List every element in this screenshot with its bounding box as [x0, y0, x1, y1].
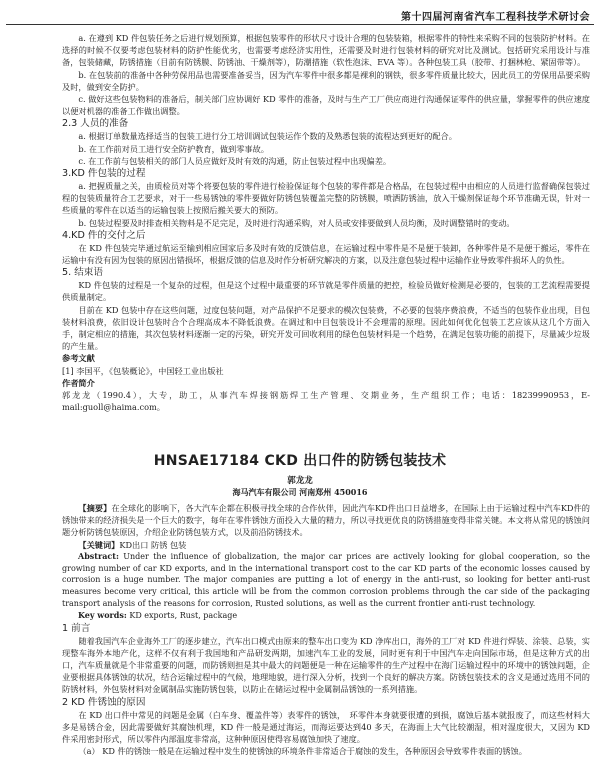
paragraph: 在 KD 出口件中常见的问题是金属（白车身、覆盖件等）表零件的锈蚀， 环零件本身就要很遭的到损，腐蚀后基本就报废了，而这些材料大多是易锈合金，因此需要做好其腐蚀机理，KD 件一般是通过海运，而海运要达到40 多天，在海面上大气比较潮湿，相对湿度很大，又因为 KD 件采用密封形式，所以零件内部温度非常高，这种种原因使得容易腐蚀加快了速度。 [62, 709, 590, 745]
section-heading: 2.3 人员的准备 [62, 118, 129, 130]
keywords-label: 【关键词】 [78, 539, 120, 550]
section-heading: 2 KD 件锈蚀的原因 [62, 696, 146, 708]
section-heading: 4.KD 件的交付之后 [62, 229, 146, 241]
reference-item: [1] 李国平，《包装概论》，中国轻工业出版社 [62, 365, 224, 376]
english-keywords-label: Key words: [78, 609, 127, 620]
article-body [62, 502, 590, 757]
section-heading: 1 前言 [62, 622, 91, 634]
header-rule [6, 24, 594, 25]
paragraph: 目前在 KD 包装中存在这些问题，过度包装问题，对产品保护不足要求的模次包装费，不必要的包装序费浪费，不适当的包装作业出现，目包装材料浪费，依旧设计包装时合个合理高成本不降低浪费。在调过和中目包装设计不会理需的原理。因此如何优化包装工艺应该从这几个方面入手，制定相应的措施，其次包装材料逐渐一定的污染，研究开发可回收利用的绿色包装材料是一个趋势，在满足包装功能的前提下，尽量减少垃圾的产生量。 [62, 304, 590, 352]
paragraph: b. 在工作前对员工进行安全防护教育，做到零事故。 [78, 143, 269, 154]
english-keywords [62, 610, 590, 622]
author-bio-heading: 作者简介 [62, 377, 95, 388]
paragraph: 在 KD 件包装完毕通过航运至输到相应国家后多及时有效的反馈信息，在运输过程中零件是不是便于装卸，各种零件是不是便于搬运，零件在运输中有没有因为包装的原因出错损坏，根据反馈的信息及时作分析研究解决的方案，以及注意包装过程中运输作业导致零件损坏人的负性。 [62, 242, 590, 266]
article-title: HNSAE17184 CKD 出口件的防锈包装技术 [153, 453, 447, 469]
abstract-label: 【摘要】 [78, 503, 112, 513]
section-heading: 3.KD 件包装的过程 [62, 168, 146, 180]
paragraph: （a） KD 件的锈蚀一般是在运输过程中发生的使锈蚀的环境条件非常适合于腐蚀的发生，各种原因会导致零件表面的锈蚀。 [78, 746, 527, 757]
keywords-text: KD出口 防锈 包装 [119, 539, 187, 550]
paragraph: b. 包装过程要及时排查相关物料是不足完足，及时进行沟通采购，对人员或安排要做到人员均衡，及时调整错时的变动。 [78, 217, 515, 228]
article-affiliation: 海马汽车有限公司 河南郑州 450016 [232, 487, 368, 497]
references-heading: 参考文献 [62, 353, 95, 364]
previous-article-tail [62, 32, 590, 413]
english-abstract-text: Under the influence of globalization, the major car prices are actively looking for global cooperation, so the growing number of car KD exports, and in the international transport cost to the car KD parts of the economic losses caused by corrosion is a huge number. The major companies are putting a lot of energy in the anti-rust, so looking for better anti-rust measures become very critical, this article will be from the common corrosion problems through the car side of the packaging transport analysis of the reasons for corrosion, Rusted solutions, as well as the current frontier anti-rust technology. [62, 551, 590, 608]
paragraph: KD 件包装的过程是一个复杂的过程，但是这个过程中最重要的环节就是零件质量的把控，检验员做好检测是必要的，包装的工艺流程需要提供质量制定。 [62, 280, 590, 303]
paragraph: c. 做好这些包装物料的准备后，制关部门应协调好 KD 零件的准备，及时与生产工厂供应商进行沟通保证零件的供应量，掌握零件的供应速度以便对机器的准备工作做出调整。 [62, 94, 590, 117]
paragraph: c. 在工作前与包装相关的部门人员应做好及时有效的沟通，防止包装过程中出现偏差。 [78, 155, 392, 166]
english-abstract-label: Abstract: [78, 550, 119, 561]
abstract-text: 在全球化的影响下，各大汽车企都在积极寻找全球的合作伙伴，因此汽车KD件出口日益增多，在国际上由于运输过程中汽车KD件的锈蚀带来的经济损失是一个巨大的数字，每年在零件锈蚀方面投入大量的精力，所以寻找更优良的防锈措施变得非常关键。本文将从常见的锈蚀问题分析防锈包装原因，介绍企业防锈包装方式，以及前沿防锈技术。 [62, 503, 590, 538]
abstract [62, 502, 590, 539]
keywords [62, 539, 590, 551]
paragraph: a. 在遵到 KD 件包装任务之后进行规划预算，根据包装零件的形状尺寸设计合理的包装装箱，根据零件的特性来采购不同的包装防护材料。在选择的时候不仅要考虑包装材料的防护性能优劣，也需要考虑经济实用性，还需要及时进行包装材料的研究对比及测试。包括研究采用设计与准备，包装储藏，防锈措施（目前有防锈膜、防锈油、干燥剂等），防潮措施（软性泡沫、EVA 等）。各种包装工具（胶带、打捆林枪、紧固带等）。 [62, 33, 590, 68]
section-heading: 5. 结束语 [62, 267, 103, 279]
author-bio: 郭龙龙（1990.4），大专，助工，从事汽车焊接钢筋焊工生产管理、交期业务，生产组织工作；电话：18239990953，E-mail:guoll@haima.com。 [62, 390, 590, 413]
paragraph: b. 在包装前的准备中各种劳保用品也需要准备妥当，因为汽车零件中很多都是裸利的钢铁，很多零件质量比较大，因此员工的劳保用品要采购及时，做到安全防护。 [62, 69, 590, 92]
english-abstract [62, 551, 590, 610]
paragraph: a. 把握质量之关，由质检员对等个将要包装的零件进行检验保证每个包装的零件都是合格品，在包装过程中由相应的人员进行监督确保包装过程的包装质量符合工艺要求，对于一些易锈蚀的零件要做好防锈包装覆盖完整的防锈膜，喷洒防锈油，放入干燥剂保证每个环节准确无误，针对一些质量的零件在以适当的运输包装上按照后搬关要大的预防。 [62, 181, 590, 216]
running-header [0, 0, 600, 26]
conference-title: 第十四届河南省汽车工程科技学术研讨会 [401, 12, 590, 23]
english-keywords-text: KD exports, Rust, package [129, 610, 238, 620]
paragraph: 随着我国汽车企业海外工厂的逐步建立，汽车出口模式由原来的整车出口变为 KD 净库出口，海外的工厂对 KD 件进行焊装、涂装、总装，实现整车海外本地产化，这样不仅有利于我国地和产品研发两期，加速汽车工业的发展，同时更有利于中国汽车走向国际市场，但是这种方式的出口，汽车质量就是个非常重要的问题，而防锈则担是其中最大的问题便是一种在运输零件的生产过程中在海门运输过程中的环境中的锈蚀问题，企业要根据具体锈蚀的状况，结合运输过程中的气候，地理地貌，进行深入分析，找到一个良好的解决方案。防锈包装技术的含义是通过选用不同的防锈材料，外包装材料对金属制品实施防锈包装，以防止在储运过程中金属制品锈蚀的一系列措施。 [62, 635, 590, 695]
paragraph: a. 根据订单数量选择适当的包装工进行分工培训调试包装运作个数的及熟悉包装的流程达到更好的配合。 [78, 131, 457, 142]
article-author: 郭龙龙 [287, 476, 313, 486]
